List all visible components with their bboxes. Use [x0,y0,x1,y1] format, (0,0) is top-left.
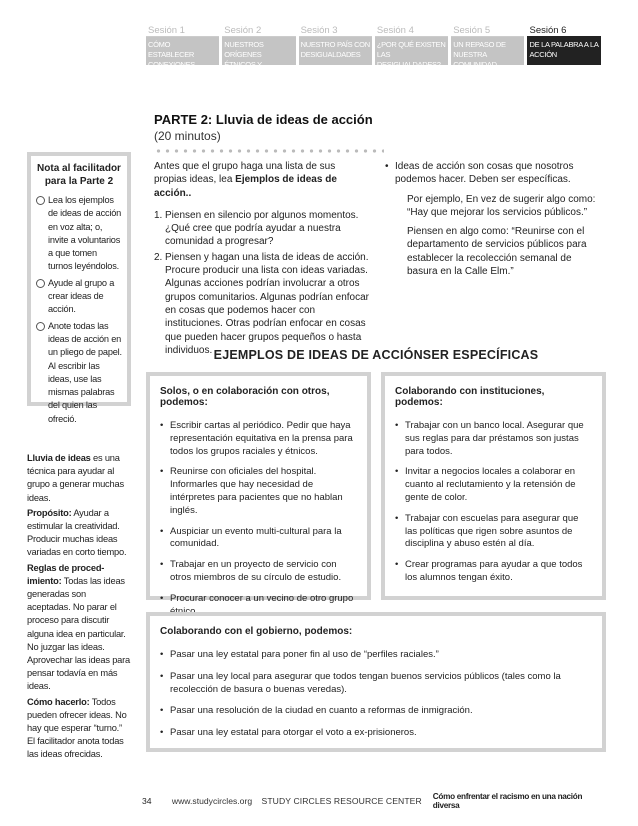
list-item-text: Trabajar con un banco local. Asegurar que sus reglas para dar préstamos son justas para todos. [405,420,584,457]
list-item [395,420,592,458]
note-item [36,194,122,274]
bullet-icon: • [160,559,164,571]
session-2 [222,24,298,79]
session-number: Sesión 3 [299,24,372,37]
bullet-icon: • [160,466,164,478]
step-item [154,251,369,357]
session-title: NUESTROS ORÍGENES ÉTNICOS Y RACIALES [222,37,295,65]
term: Lluvia de ideas [27,453,91,463]
step-number: 1. [154,209,163,221]
step-item [154,209,369,249]
bullet-icon: • [160,670,164,682]
list-item-text: Pasar una ley estatal para poner fin al uso de “perfiles raciales.” [170,649,439,660]
circle-bullet-icon [36,322,45,331]
session-number: Sesión 2 [222,24,295,37]
list-item [160,671,592,697]
term: Propósito: [27,507,72,518]
definition-reglas [27,562,131,694]
bullet-item [385,160,603,187]
definition-text: Todas las ideas generadas son aceptadas. No parar el proceso para discutir alguna idea en particular. No juzgar las ideas. Aprovechar las ideas para pensar todavía en más ideas. [27,575,131,692]
list-item-text: Pasar una resolución de la ciudad en cuanto a reformas de inmigración. [170,705,473,717]
term: Cómo hacerlo: [27,696,90,707]
intro-lead [154,160,369,200]
session-4 [375,24,451,69]
list-item [395,466,592,504]
example-before: Por ejemplo, En vez de sugerir algo como: “Hay que mejorar los servicios públicos.” [407,193,596,218]
session-title: UN REPASO DE NUESTRA COMUNIDAD [451,37,524,65]
lead-bold: Ejemplos de ideas de acción.. [154,174,337,199]
page-footer [140,792,610,810]
page-number: 34 [142,796,152,806]
definition-text: es una técnica para ayudar al grupo a generar muchas ideas. [27,453,124,503]
list-item-text: Trabajar en un proyecto de servicio con otros miembros de su círculo de estudio. [170,559,342,583]
list-item-text: Reunirse con oficiales del hospital. Informarles que hay necesidad de intérpretes para pacientes que no hablan inglés. [170,466,343,516]
bullet-icon: • [385,161,389,172]
intro-example [385,160,603,284]
box-title: Colaborando con el gobierno, podemos: [160,626,353,637]
footer-organization: STUDY CIRCLES RESOURCE CENTER [261,796,422,806]
bullet-icon: • [395,420,399,431]
list-item-text: Escribir cartas al periódico. Pedir que haya representación equitativa en la prensa para todos los grupos raciales y étnicos. [170,420,353,457]
box-title: Colaborando con instituciones, podemos: [395,386,545,408]
section-heading [154,112,384,143]
footer-url: www.studycircles.org [171,796,253,806]
list-item-text: Auspiciar un evento multi-cultural para la comunidad. [170,525,342,550]
definition-text: Todos pueden ofrecer ideas. No hay que esperar “turno.” El facilitador anota todas las ideas ofrecidas. [27,696,127,760]
bullet-icon: • [160,705,164,717]
brainstorm-definitions [27,452,131,764]
session-tabs [146,24,604,79]
session-title: DE LA PALABRA A LA ACCIÓN [527,37,600,65]
list-item [160,466,357,517]
bullet-icon: • [395,559,399,571]
list-item [395,559,592,585]
footer-publication: Cómo enfrentar el racismo en una nación diversa [432,792,583,810]
session-6-active [527,24,603,65]
definition-como [27,696,131,762]
list-item-text: Pasar una ley local para asegurar que todos tengan buenos servicios públicos (tales como la recolección de basura o buenas veredas). [170,670,561,695]
note-item-text: Anote todas las ideas de acción en un pliego de papel. Al escribir las ideas, use las mismas palabras del quien las ofreció. [48,320,122,424]
dotted-divider [154,148,384,154]
circle-bullet-icon [36,279,45,288]
box-government-actions [146,612,606,752]
bullet-icon: • [160,420,164,431]
list-item [160,526,357,552]
list-item [395,513,592,551]
definition-proposito [27,507,131,560]
list-item-text: Invitar a negocios locales a colaborar en cuanto al reclutamiento y la retensión de gente de color. [405,466,576,503]
session-title: ¿POR QUÉ EXISTEN LAS DESIGUALDADES? [375,37,448,65]
list-item-text: Trabajar con escuelas para asegurar que las políticas que rigen sobre asuntos de disciplina y abuso estén al día. [405,512,579,550]
facilitator-note [27,152,131,424]
session-number: Sesión 1 [146,24,219,37]
definition-text: Ayudar a estimular la creatividad. Producir muchas ideas variadas en corto tiempo. [27,507,127,558]
session-number: Sesión 5 [451,24,524,37]
bullet-icon: • [160,592,164,604]
note-item [36,320,122,426]
bullet-icon: • [160,649,164,660]
step-text: Piensen y hagan una lista de ideas de acción. Procure producir una lista con ideas variadas. Algunas acciones podrían involucrar a otros grupos comunitarios. Algunas podrían enfocar en cosas que podemos hacer con instituciones. Otras podrían enfocar en cosas que pueden hacer grupos pequeños o hasta individuos. [165,251,370,356]
bullet-text: Ideas de acción son cosas que nosotros podemos hacer. Deben ser específicas. [395,161,574,186]
intro-instructions [154,160,369,359]
step-text: Piensen en silencio por algunos momentos. ¿Qué cree que podría ayudar a nuestra comunidad a progresar? [165,209,359,248]
example-after: Piensen en algo como: “Reunirse con el departamento de servicios públicos para establecer la recolección semanal de basura en la Calle Elm.” [407,226,587,278]
bullet-icon: • [160,727,164,739]
session-title: CÓMO ESTABLECER CONEXIONES [146,37,219,65]
bullet-icon: • [395,466,399,478]
list-item [160,420,357,458]
list-item-text: Procurar conocer a un vecino de otro grupo [170,592,354,604]
bullet-icon: • [160,525,164,537]
term: Reglas de proced-imiento: [27,562,105,586]
session-1 [146,24,222,69]
note-item [36,277,122,317]
note-item-text: Ayude al grupo a crear ideas de acción. [48,277,115,315]
session-3 [299,24,375,65]
section-title: PARTE 2: Lluvia de ideas de acción [154,112,373,127]
note-item-text: Lea los ejemplos de ideas de acción en voz alta; o, invite a voluntarios a que tomen turnos leyéndolos. [48,195,122,272]
session-5 [451,24,527,69]
box-title: Solos, o en colaboración con otros, podemos: [160,386,330,408]
section-duration: (20 minutos) [154,129,221,143]
list-item-text: Crear programas para ayudar a que todos los alumnos tengan éxito. [405,559,583,583]
session-title: NUESTRO PAÍS CON DESIGUALDADES [299,37,372,65]
bullet-icon: • [395,512,399,524]
session-number: Sesión 4 [375,24,448,37]
list-item [160,559,357,585]
session-number: Sesión 6 [527,24,600,37]
list-item [160,727,592,740]
definition-lluvia [27,452,131,505]
circle-bullet-icon [36,196,45,205]
note-title: Nota al facilitador para la Parte 2 [37,163,121,187]
list-item [160,649,592,662]
step-number: 2. [154,251,163,263]
box-individual-actions [146,372,371,604]
examples-heading: EJEMPLOS DE IDEAS DE ACCIÓNSER ESPECÍFICAS [213,348,539,362]
lead-text: Antes que el grupo haga una lista de sus propias ideas, lea [154,161,336,186]
list-item [160,705,592,718]
list-item-text: Pasar una ley estatal para otorgar el voto a ex-prisioneros. [170,727,417,739]
box-institution-actions [381,372,606,600]
